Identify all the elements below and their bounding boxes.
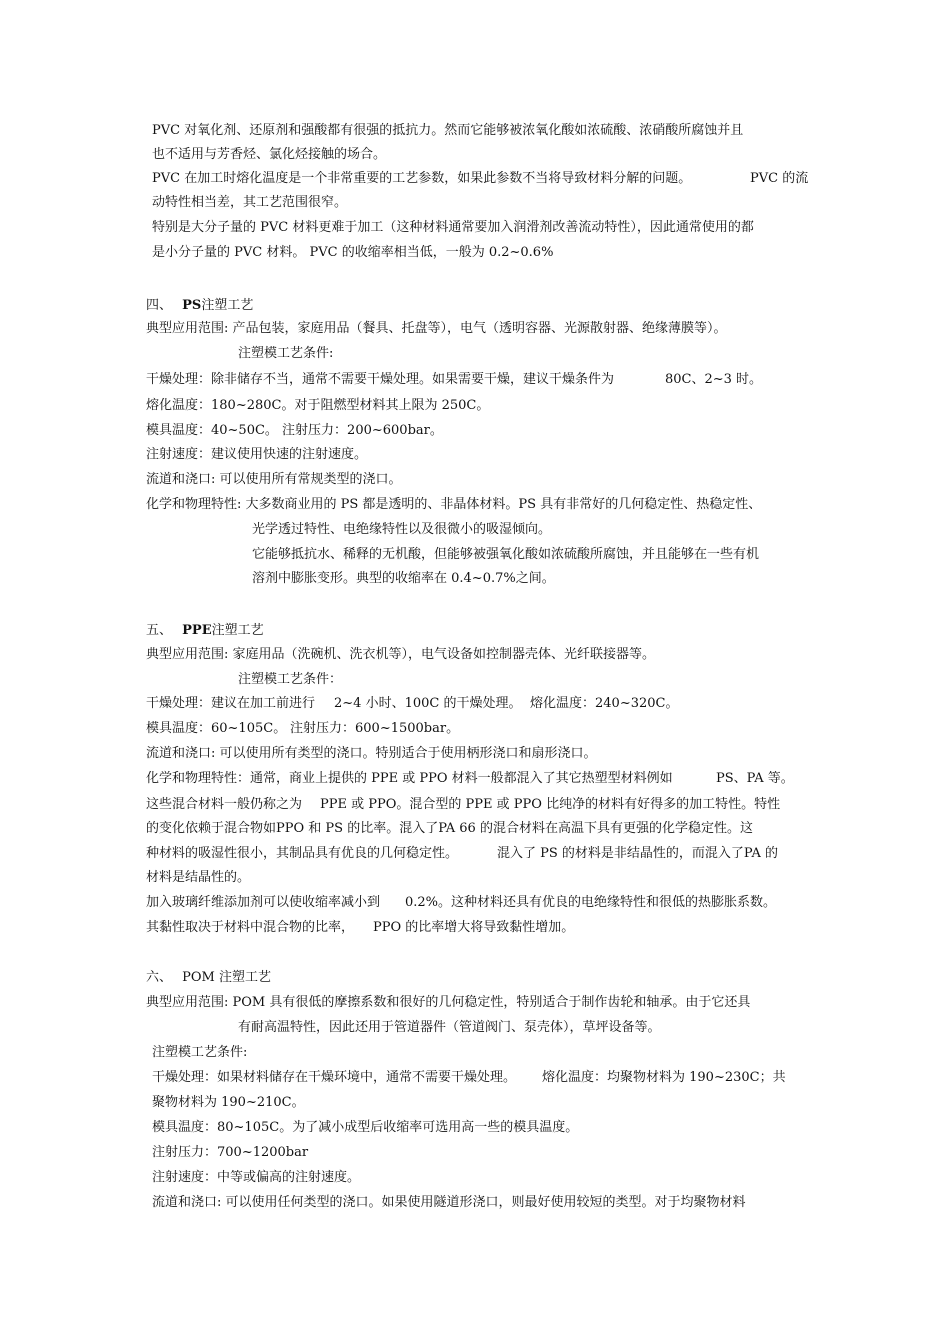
ps-application: 典型应用范围: 产品包装，家庭用品（餐具、托盘等），电气（透明容器、光源散射器、绝缘薄膜等）。	[146, 321, 727, 336]
pom-runner-gate: 流道和浇口: 可以使用任何类型的浇口。如果使用隧道形浇口，则最好使用较短的类型。对于均聚物材料	[152, 1195, 746, 1210]
ppe-chem-line-4: 种材料的吸湿性很小，其制品具有优良的几何稳定性。	[146, 846, 459, 861]
pvc-text-line-2: 也不适用与芳香烃、氯化烃接触的场合。	[152, 147, 387, 162]
ppe-runner-gate: 流道和浇口: 可以使用所有类型的浇口。特别适合于使用柄形浇口和扇形浇口。	[146, 746, 597, 761]
ps-drying-cond: 80C、2~3 时。	[665, 372, 763, 387]
pom-injection-pressure: 注射压力：700~1200bar	[152, 1145, 309, 1160]
ppe-section-heading	[146, 622, 264, 640]
ppe-drying-cond: 2~4 小时、100C 的干燥处理。	[334, 696, 522, 711]
ps-title-abbr: PS	[182, 298, 202, 313]
pom-drying: 干燥处理：如果材料储存在干燥环境中，通常不需要干燥处理。	[152, 1070, 517, 1085]
ps-chem-line-2: 光学透过特性、电绝缘特性以及很微小的吸湿倾向。	[252, 522, 552, 537]
ppe-chem-line-1: 化学和物理特性：通常，商业上提供的 PPE 或 PPO 材料一般都混入了其它热塑型材料例如	[146, 771, 673, 786]
pom-mold-temp: 模具温度：80~105C。为了减小成型后收缩率可选用高一些的模具温度。	[152, 1120, 579, 1135]
ppe-chem-line-2b: PPE 或 PPO。混合型的 PPE 或 PPO 比纯净的材料有好得多的加工特性。特性	[320, 797, 781, 812]
pom-melt-temp: 熔化温度：均聚物材料为 190~230C；共	[542, 1070, 786, 1085]
ps-title-rest: 注塑工艺	[201, 298, 254, 313]
ppe-title-abbr: PPE	[182, 623, 212, 638]
ppe-title-rest: 注塑工艺	[211, 623, 264, 638]
ps-melt-temp: 熔化温度：180~280C。对于阻燃型材料其上限为 250C。	[146, 398, 490, 413]
ps-conditions-heading: 注塑模工艺条件:	[238, 346, 334, 361]
pvc-text-line-5: 特别是大分子量的 PVC 材料更难于加工（这种材料通常要加入润滑剂改善流动特性），因此通常使用的都	[152, 220, 754, 235]
ppe-chem-line-7b: PPO 的比率增大将导致黏性增加。	[373, 920, 575, 935]
pom-application-line-1: 典型应用范围: POM 具有很低的摩擦系数和很好的几何稳定性，特别适合于制作齿轮和轴承。由于它还具	[146, 995, 751, 1010]
pom-application-line-2: 有耐高温特性，因此还用于管道器件（管道阀门、泵壳体），草坪设备等。	[238, 1020, 661, 1035]
pvc-text-line-3b: PVC 的流	[750, 171, 809, 186]
ppe-drying: 干燥处理：建议在加工前进行	[146, 696, 316, 711]
pvc-text-line-1: PVC 对氧化剂、还原剂和强酸都有很强的抵抗力。然而它能够被浓氧化酸如浓硫酸、浓硝酸所腐蚀并且	[152, 123, 744, 138]
ps-chem-line-3: 它能够抵抗水、稀释的无机酸，但能够被强氧化酸如浓硫酸所腐蚀，并且能够在一些有机	[252, 547, 760, 562]
ps-chem-line-1: 化学和物理特性: 大多数商业用的 PS 都是透明的、非晶体材料。PS 具有非常好的几何稳定性、热稳定性、	[146, 497, 762, 512]
pom-melt-temp-copolymer: 聚物材料为 190~210C。	[152, 1095, 305, 1110]
ppe-chem-line-7: 其黏性取决于材料中混合物的比率，	[146, 920, 355, 935]
ppe-melt-temp: 熔化温度：240~320C。	[530, 696, 679, 711]
ppe-conditions-heading: 注塑模工艺条件：	[238, 672, 343, 687]
ppe-section-number: 五、	[146, 623, 173, 638]
ps-drying: 干燥处理：除非储存不当，通常不需要干燥处理。如果需要干燥，建议干燥条件为	[146, 372, 615, 387]
pvc-text-line-4: 动特性相当差，其工艺范围很窄。	[152, 195, 348, 210]
ppe-application: 典型应用范围: 家庭用品（洗碗机、洗衣机等），电气设备如控制器壳体、光纤联接器等。	[146, 647, 656, 662]
ppe-chem-line-4b: 混入了 PS 的材料是非结晶性的，而混入了PA 的	[497, 846, 778, 861]
pom-section-number: 六、	[146, 970, 173, 985]
ppe-chem-line-3: 的变化依赖于混合物如PPO 和 PS 的比率。混入了PA 66 的混合材料在高温下具有更强的化学稳定性。这	[146, 821, 753, 836]
ps-section-heading	[146, 297, 253, 315]
ps-chem-line-4: 溶剂中膨胀变形。典型的收缩率在 0.4~0.7%之间。	[252, 571, 555, 586]
ppe-chem-line-2: 这些混合材料一般仍称之为	[146, 797, 303, 812]
ppe-injection-pressure: 注射压力：600~1500bar。	[290, 721, 460, 736]
ppe-chem-line-1b: PS、PA 等。	[716, 771, 794, 786]
pom-injection-speed: 注射速度：中等或偏高的注射速度。	[152, 1170, 361, 1185]
pom-conditions-heading: 注塑模工艺条件:	[152, 1045, 248, 1060]
ps-mold-temp: 模具温度：40~50C。 注射压力：200~600bar。	[146, 423, 443, 438]
pom-title: POM 注塑工艺	[182, 970, 272, 985]
pvc-text-line-3: PVC 在加工时熔化温度是一个非常重要的工艺参数，如果此参数不当将导致材料分解的问题。	[152, 171, 692, 186]
ps-runner-gate: 流道和浇口: 可以使用所有常规类型的浇口。	[146, 472, 402, 487]
ppe-chem-line-6b: 0.2%。这种材料还具有优良的电绝缘特性和很低的热膨胀系数。	[405, 895, 777, 910]
ps-injection-speed: 注射速度：建议使用快速的注射速度。	[146, 447, 368, 462]
ppe-mold-temp: 模具温度：60~105C。	[146, 721, 287, 736]
pom-section-heading	[146, 969, 271, 987]
ps-section-number: 四、	[146, 298, 173, 313]
ppe-chem-line-6: 加入玻璃纤维添加剂可以使收缩率减小到	[146, 895, 381, 910]
ppe-chem-line-5: 材料是结晶性的。	[146, 870, 251, 885]
pvc-text-line-6: 是小分子量的 PVC 材料。 PVC 的收缩率相当低，一般为 0.2~0.6%	[152, 245, 554, 260]
